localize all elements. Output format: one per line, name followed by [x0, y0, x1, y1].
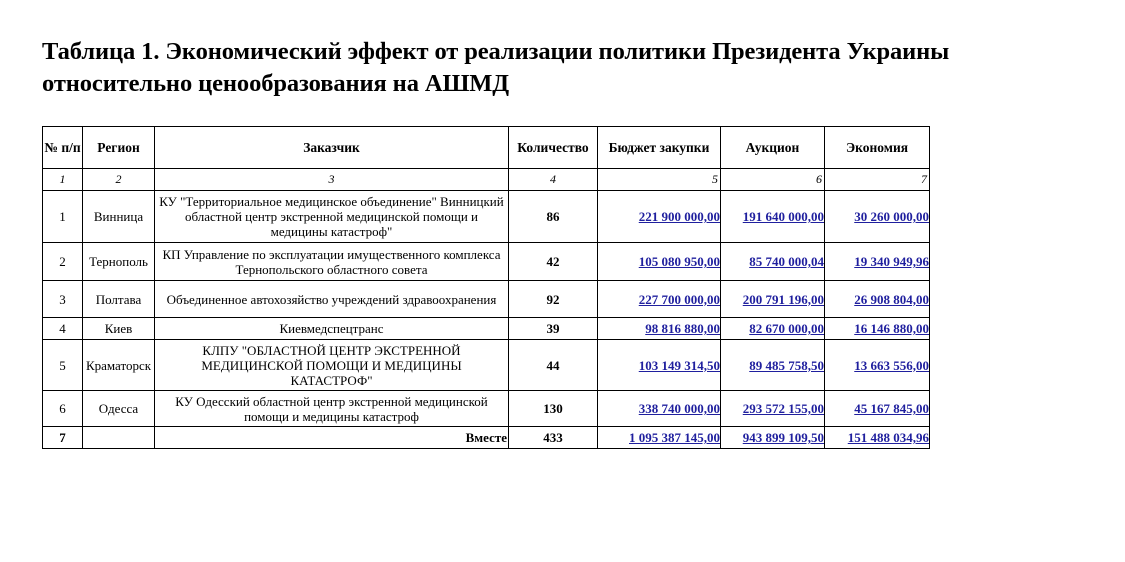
- row-quantity: 42: [509, 243, 598, 281]
- row-budget: [598, 281, 721, 318]
- row-auction-link[interactable]: 85 740 000,04: [749, 254, 824, 269]
- row-region: Одесса: [83, 391, 155, 427]
- page-title: [42, 36, 949, 100]
- row-savings: [825, 340, 930, 391]
- header-region: Регион: [83, 127, 155, 169]
- row-auction-link[interactable]: 200 791 196,00: [742, 291, 824, 307]
- row-budget: [598, 191, 721, 243]
- table-row: [43, 281, 930, 318]
- row-customer: КЛПУ "ОБЛАСТНОЙ ЦЕНТР ЭКСТРЕННОЙ МЕДИЦИНСКОЙ ПОМОЩИ И МЕДИЦИНЫ КАТАСТРОФ": [155, 340, 509, 391]
- column-index: 1: [43, 169, 83, 191]
- row-num: 6: [43, 391, 83, 427]
- row-savings-link[interactable]: 19 340 949,96: [854, 254, 929, 269]
- row-savings-link[interactable]: 45 167 845,00: [854, 401, 929, 416]
- page-title-line-2: относительно ценообразования на АШМД: [42, 70, 510, 97]
- table-row: [43, 391, 930, 427]
- economic-effect-table: [42, 126, 930, 449]
- row-savings-link[interactable]: 16 146 880,00: [854, 321, 929, 336]
- header-budget: Бюджет закупки: [598, 127, 721, 169]
- total-budget-link[interactable]: 1 095 387 145,00: [629, 430, 720, 445]
- total-row: [43, 427, 930, 449]
- page-title-line-1: Таблица 1. Экономический эффект от реализации политики Президента Украины: [42, 38, 950, 65]
- total-auction-link[interactable]: 943 899 109,50: [742, 430, 824, 445]
- row-savings: [825, 391, 930, 427]
- table-row: [43, 191, 930, 243]
- row-quantity: 86: [509, 191, 598, 243]
- row-num: 1: [43, 191, 83, 243]
- row-num: 2: [43, 243, 83, 281]
- header-num: № п/п: [43, 127, 83, 169]
- total-region-empty: [83, 427, 155, 449]
- row-quantity: 39: [509, 318, 598, 340]
- row-num: 5: [43, 340, 83, 391]
- total-savings-link[interactable]: 151 488 034,96: [847, 430, 929, 445]
- row-savings: [825, 318, 930, 340]
- row-region: Краматорск: [83, 340, 155, 391]
- row-savings-link[interactable]: 13 663 556,00: [854, 357, 929, 373]
- column-index: 2: [83, 169, 155, 191]
- row-auction-link[interactable]: 82 670 000,00: [749, 321, 824, 336]
- row-customer: Объединенное автохозяйство учреждений здравоохранения: [155, 281, 509, 318]
- row-budget-link[interactable]: 98 816 880,00: [645, 321, 720, 336]
- total-auction: [721, 427, 825, 449]
- row-region: Полтава: [83, 281, 155, 318]
- total-label: Вместе: [155, 427, 509, 449]
- row-auction: [721, 340, 825, 391]
- row-auction-link[interactable]: 191 640 000,00: [742, 209, 824, 224]
- row-auction-link[interactable]: 293 572 155,00: [742, 401, 824, 416]
- column-index: 6: [721, 169, 825, 191]
- row-auction: [721, 318, 825, 340]
- row-budget-link[interactable]: 227 700 000,00: [638, 291, 720, 307]
- row-budget: [598, 243, 721, 281]
- header-customer: Заказчик: [155, 127, 509, 169]
- column-index: 3: [155, 169, 509, 191]
- row-region: Тернополь: [83, 243, 155, 281]
- row-customer: Киевмедспецтранс: [155, 318, 509, 340]
- header-quantity: Количество: [509, 127, 598, 169]
- row-quantity: 130: [509, 391, 598, 427]
- total-num: 7: [43, 427, 83, 449]
- row-num: 3: [43, 281, 83, 318]
- row-num: 4: [43, 318, 83, 340]
- row-region: Киев: [83, 318, 155, 340]
- row-quantity: 44: [509, 340, 598, 391]
- row-savings: [825, 281, 930, 318]
- row-savings-link[interactable]: 30 260 000,00: [854, 209, 929, 224]
- row-savings: [825, 191, 930, 243]
- total-budget: [598, 427, 721, 449]
- row-customer: КУ "Территориальное медицинское объединение" Винницкий областной центр экстренной медицинской помощи и медицины катастроф": [155, 191, 509, 243]
- header-savings: Экономия: [825, 127, 930, 169]
- row-auction: [721, 191, 825, 243]
- table-row: [43, 243, 930, 281]
- total-savings: [825, 427, 930, 449]
- row-auction-link[interactable]: 89 485 758,50: [749, 357, 824, 373]
- row-budget-link[interactable]: 105 080 950,00: [638, 254, 720, 269]
- column-index: 5: [598, 169, 721, 191]
- row-budget: [598, 391, 721, 427]
- column-index: 7: [825, 169, 930, 191]
- row-budget: [598, 318, 721, 340]
- table-row: [43, 340, 930, 391]
- row-auction: [721, 391, 825, 427]
- header-row: [43, 127, 930, 169]
- row-customer: КУ Одесский областной центр экстренной медицинской помощи и медицины катастроф: [155, 391, 509, 427]
- column-index-row: [43, 169, 930, 191]
- row-auction: [721, 243, 825, 281]
- total-quantity: 433: [509, 427, 598, 449]
- table-row: [43, 318, 930, 340]
- row-savings-link[interactable]: 26 908 804,00: [854, 291, 929, 307]
- header-auction: Аукцион: [721, 127, 825, 169]
- row-budget-link[interactable]: 103 149 314,50: [638, 357, 720, 373]
- row-quantity: 92: [509, 281, 598, 318]
- row-region: Винница: [83, 191, 155, 243]
- row-auction: [721, 281, 825, 318]
- row-savings: [825, 243, 930, 281]
- row-budget-link[interactable]: 338 740 000,00: [638, 401, 720, 416]
- row-budget: [598, 340, 721, 391]
- row-customer: КП Управление по эксплуатации имущественного комплекса Тернопольского областного совета: [155, 243, 509, 281]
- row-budget-link[interactable]: 221 900 000,00: [638, 209, 720, 224]
- column-index: 4: [509, 169, 598, 191]
